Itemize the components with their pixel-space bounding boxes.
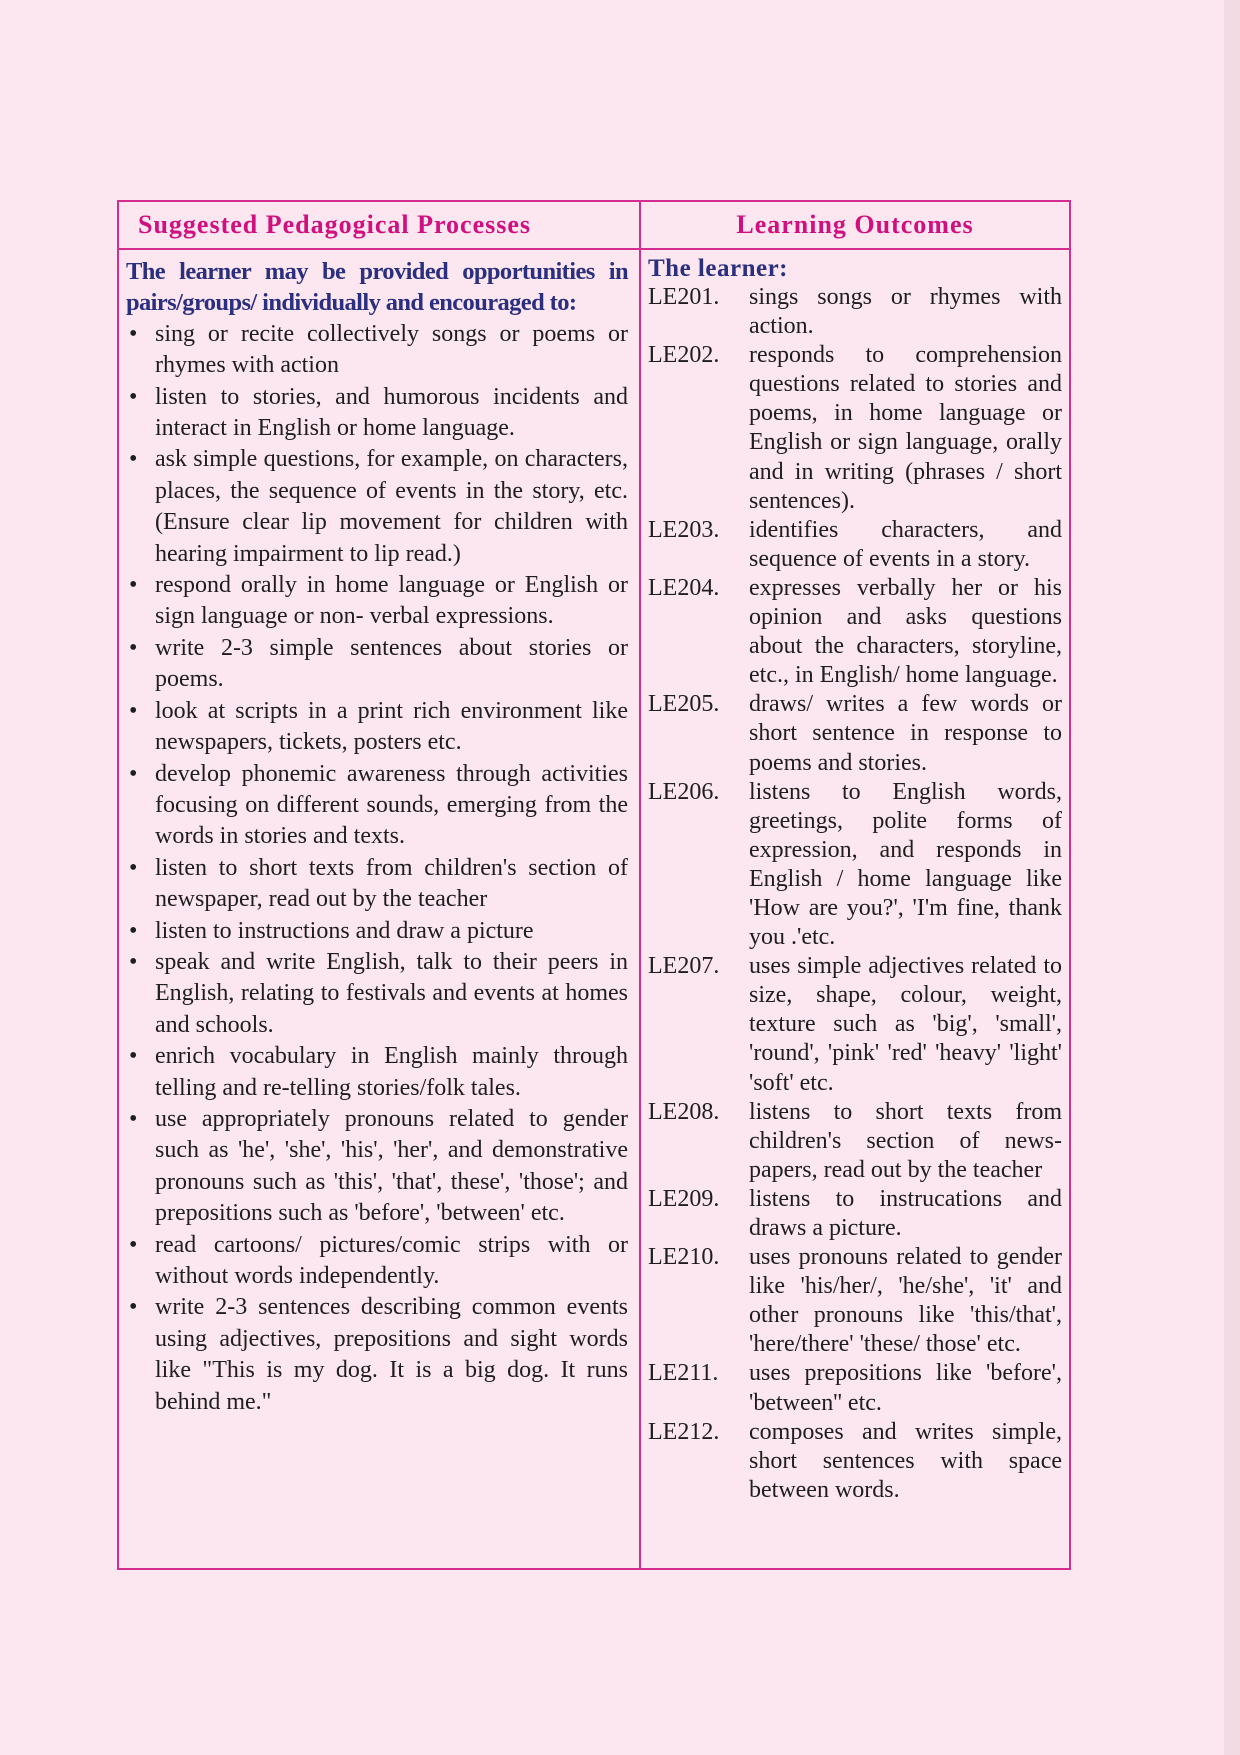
bullet-icon: • <box>129 383 138 410</box>
outcome-text: listens to English words, greetings, polite forms of expression, and responds in English / home language like 'How are you?', 'I'm fine, thank you .'etc. <box>749 778 1062 951</box>
outcome-item <box>648 952 1062 1097</box>
outcome-code: LE208. <box>648 1098 720 1125</box>
bullet-icon: • <box>129 854 138 881</box>
outcome-item <box>648 778 1062 953</box>
bullet-icon: • <box>129 948 138 975</box>
outcome-item <box>648 516 1062 574</box>
process-text: enrich vocabulary in English mainly through telling and re-telling stories/folk tales. <box>155 1043 628 1101</box>
outcome-item <box>648 690 1062 777</box>
outcomes-cell <box>641 250 1069 1568</box>
outcome-text: composes and writes simple, short sentences with space between words. <box>749 1418 1062 1503</box>
outcome-code: LE207. <box>648 953 720 980</box>
outcome-item <box>648 574 1062 690</box>
outcomes-intro: The learner: <box>648 255 788 282</box>
bullet-icon: • <box>129 1043 138 1070</box>
process-text: develop phonemic awareness through activities focusing on different sounds, emerging from the words in stories and texts. <box>155 760 628 850</box>
outcome-text: expresses verbally her or his opinion and asks questions about the characters, storyline, etc., in English/ home language. <box>749 574 1062 689</box>
process-item <box>126 382 628 445</box>
page-edge-strip <box>1224 0 1240 1755</box>
process-item <box>126 633 628 696</box>
outcome-code: LE211. <box>648 1360 719 1387</box>
process-item <box>126 1041 628 1104</box>
outcome-item <box>648 1359 1062 1417</box>
process-item <box>126 947 628 1041</box>
outcome-code: LE209. <box>648 1185 720 1212</box>
outcome-code: LE205. <box>648 691 720 718</box>
outcome-text: responds to comprehension questions related to stories and poems, in home language or English or sign language, orally and in writing (phrases / short sentences). <box>749 342 1062 514</box>
outcome-code: LE210. <box>648 1244 720 1271</box>
bullet-icon: • <box>129 697 138 724</box>
process-item <box>126 319 628 382</box>
bullet-icon: • <box>129 634 138 661</box>
outcome-text: uses prepositions like 'before', 'between'' etc. <box>749 1360 1062 1416</box>
bullet-icon: • <box>129 1231 138 1258</box>
bullet-icon: • <box>129 572 138 599</box>
process-item <box>126 853 628 916</box>
outcome-item <box>648 283 1062 341</box>
outcome-code: LE212. <box>648 1418 720 1445</box>
process-text: write 2-3 simple sentences about stories or poems. <box>155 634 628 693</box>
outcome-item <box>648 1185 1062 1243</box>
bullet-icon: • <box>129 446 138 473</box>
process-text: read cartoons/ pictures/comic strips with or without words independently. <box>155 1231 628 1289</box>
header-learning-outcomes: Learning Outcomes <box>641 202 1069 250</box>
outcome-text: draws/ writes a few words or short sentence in response to poems and stories. <box>749 691 1062 776</box>
outcome-item <box>648 1098 1062 1185</box>
process-item <box>126 444 628 570</box>
process-text: sing or recite collectively songs or poems or rhymes with action <box>155 320 628 379</box>
outcome-text: sings songs or rhymes with action. <box>749 284 1062 340</box>
process-text: respond orally in home language or English or sign language or non- verbal expressions. <box>155 572 628 630</box>
process-text: write 2-3 sentences describing common events using adjectives, prepositions and sight words like "This is my dog. It is a big dog. It runs behind me." <box>155 1294 628 1415</box>
outcome-code: LE203. <box>648 516 720 543</box>
bullet-icon: • <box>129 320 138 347</box>
process-item <box>126 570 628 633</box>
process-item <box>126 1292 628 1418</box>
outcome-text: listens to short texts from children's section of news-papers, read out by the teacher <box>749 1098 1062 1183</box>
process-text: use appropriately pronouns related to gender such as 'he', 'she', 'his', 'her', and demonstrative pronouns such as 'this', 'that', these', 'those'; and prepositions such as 'before', 'between' etc. <box>155 1105 628 1227</box>
process-text: ask simple questions, for example, on characters, places, the sequence of events in the story, etc. (Ensure clear lip movement for children with hearing impairment to lip read.) <box>155 446 628 567</box>
outcome-text: listens to instrucations and draws a picture. <box>749 1185 1062 1241</box>
processes-intro: The learner may be provided opportunities in pairs/groups/ individually and encouraged to: <box>126 258 628 317</box>
process-item <box>126 759 628 853</box>
process-item <box>126 696 628 759</box>
outcome-text: uses pronouns related to gender like 'his/her/, 'he/she', 'it' and other pronouns like 'this/that', 'here/there' 'these/ those' etc. <box>749 1244 1062 1358</box>
process-item <box>126 916 628 947</box>
process-text: listen to stories, and humorous incidents and interact in English or home language. <box>155 383 628 442</box>
bullet-icon: • <box>129 760 138 787</box>
outcome-item <box>648 1418 1062 1505</box>
outcome-item <box>648 1243 1062 1359</box>
process-item <box>126 1230 628 1293</box>
bullet-icon: • <box>129 917 138 944</box>
header-pedagogical-processes: Suggested Pedagogical Processes <box>119 202 641 250</box>
outcome-code: LE201. <box>648 284 720 310</box>
process-item <box>126 1104 628 1230</box>
outcome-code: LE202. <box>648 342 720 369</box>
bullet-icon: • <box>129 1294 138 1321</box>
outcome-text: identifies characters, and sequence of events in a story. <box>749 516 1062 572</box>
process-text: listen to instructions and draw a picture <box>155 917 534 944</box>
process-text: speak and write English, talk to their peers in English, relating to festivals and events at homes and schools. <box>155 948 628 1038</box>
outcomes-list <box>648 283 1062 1505</box>
outcome-text: uses simple adjectives related to size, shape, colour, weight, texture such as 'big', 'small', 'round', 'pink' 'red' 'heavy' 'light' 'soft' etc. <box>749 953 1062 1096</box>
bullet-icon: • <box>129 1105 138 1132</box>
process-text: look at scripts in a print rich environment like newspapers, tickets, posters etc. <box>155 697 628 756</box>
pedagogy-outcomes-table <box>117 200 1071 1570</box>
process-text: listen to short texts from children's section of newspaper, read out by the teacher <box>155 854 628 913</box>
outcome-item <box>648 341 1062 516</box>
outcome-code: LE204. <box>648 574 720 601</box>
processes-list <box>126 319 628 1418</box>
outcome-code: LE206. <box>648 778 720 805</box>
processes-cell <box>119 250 641 1568</box>
